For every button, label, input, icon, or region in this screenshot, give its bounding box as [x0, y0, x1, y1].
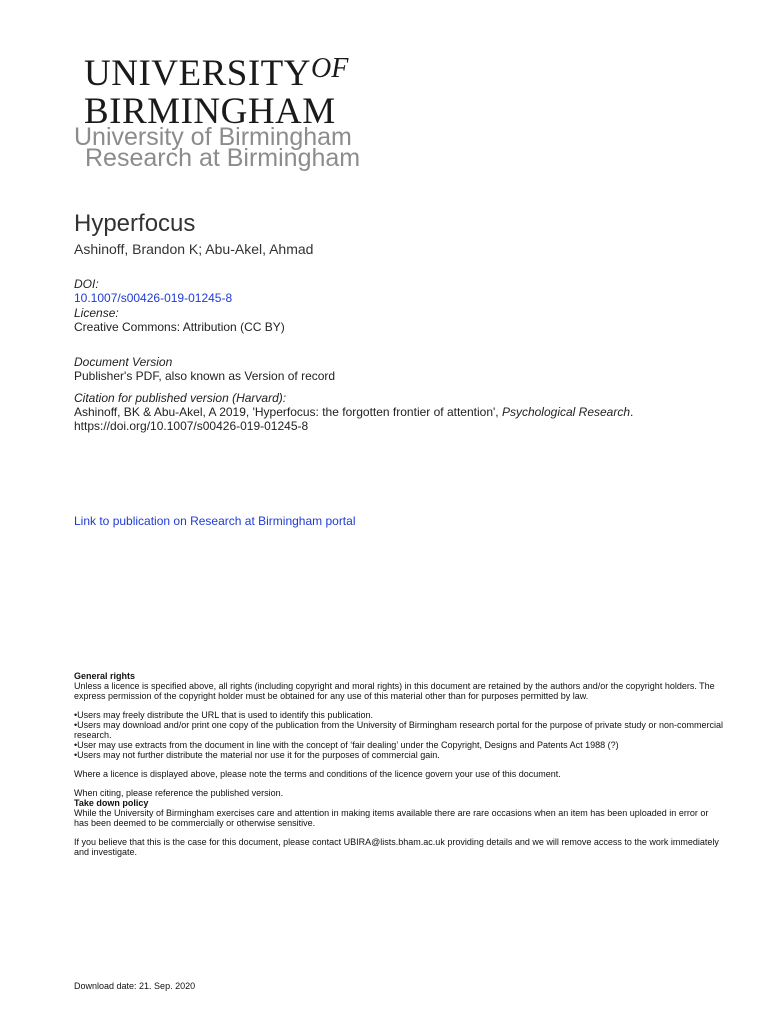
logo-line-2: BIRMINGHAM [84, 91, 336, 132]
repository-line-2: Research at Birmingham [85, 144, 361, 172]
version-label: Document Version [74, 355, 173, 369]
rights-bullet: •User may use extracts from the document in line with the concept of ‘fair dealing’ under the Copyright, Designs and Patents Act 1988 (?) [74, 740, 619, 750]
logo-line-1 [84, 50, 394, 93]
doi-label: DOI: [74, 277, 99, 291]
logo-of-text: OF [310, 53, 349, 84]
citation-block [74, 391, 633, 433]
takedown-heading: Take down policy [74, 798, 149, 808]
citation-main: Ashinoff, BK & Abu-Akel, A 2019, 'Hyperfocus: the forgotten frontier of attention', [74, 405, 502, 419]
licence-note: Where a licence is displayed above, please note the terms and conditions of the licence govern your use of this document. [74, 769, 561, 779]
repository-lockup [74, 123, 361, 172]
takedown-text: While the University of Birmingham exercises care and attention in making items available there are rare occasions when an item has been uploaded in error or has been deemed to be commercially or otherwise sensitive. [74, 808, 709, 828]
repository-line-1: University of Birmingham [74, 123, 352, 151]
citation-journal: Psychological Research [501, 405, 631, 419]
document-title: Hyperfocus [74, 210, 196, 237]
logo-university-text: UNIVERSITY [84, 53, 311, 94]
document-authors: Ashinoff, Brandon K; Abu-Akel, Ahmad [74, 241, 314, 257]
doi-link[interactable]: 10.1007/s00426-019-01245-8 [74, 291, 233, 305]
general-rights-text: Unless a licence is specified above, all rights (including copyright and moral rights) in this document are retained by the authors and/or the copyright holders. The express permission of the copyright holder must be obtained for any use of this material other than for purposes permitted by law. [74, 681, 715, 701]
contact-text: If you believe that this is the case for this document, please contact UBIRA@lists.bham.ac.uk providing details and we will remove access to the work immediately and investigate. [74, 837, 719, 857]
rights-section [74, 671, 724, 857]
version-block [74, 355, 335, 383]
doi-block [74, 277, 232, 305]
portal-link[interactable]: Link to publication on Research at Birmingham portal [74, 514, 356, 528]
license-value: Creative Commons: Attribution (CC BY) [74, 320, 285, 334]
version-value: Publisher's PDF, also known as Version of record [74, 369, 336, 383]
citation-url: https://doi.org/10.1007/s00426-019-01245-8 [74, 419, 309, 433]
license-label: License: [74, 306, 119, 320]
citing-note: When citing, please reference the published version. [74, 788, 284, 798]
rights-bullet: •Users may download and/or print one copy of the publication from the University of Birmingham research portal for the purpose of private study or non-commercial research. [74, 720, 723, 740]
rights-bullet: •Users may not further distribute the material nor use it for the purposes of commercial gain. [74, 750, 440, 760]
university-logo [84, 50, 394, 131]
license-block [74, 306, 285, 334]
citation-end: . [630, 405, 634, 419]
rights-bullet: •Users may freely distribute the URL that is used to identify this publication. [74, 710, 373, 720]
download-date: Download date: 21. Sep. 2020 [74, 981, 196, 991]
citation-text [74, 405, 633, 419]
citation-label: Citation for published version (Harvard): [74, 391, 287, 405]
general-rights-heading: General rights [74, 671, 136, 681]
